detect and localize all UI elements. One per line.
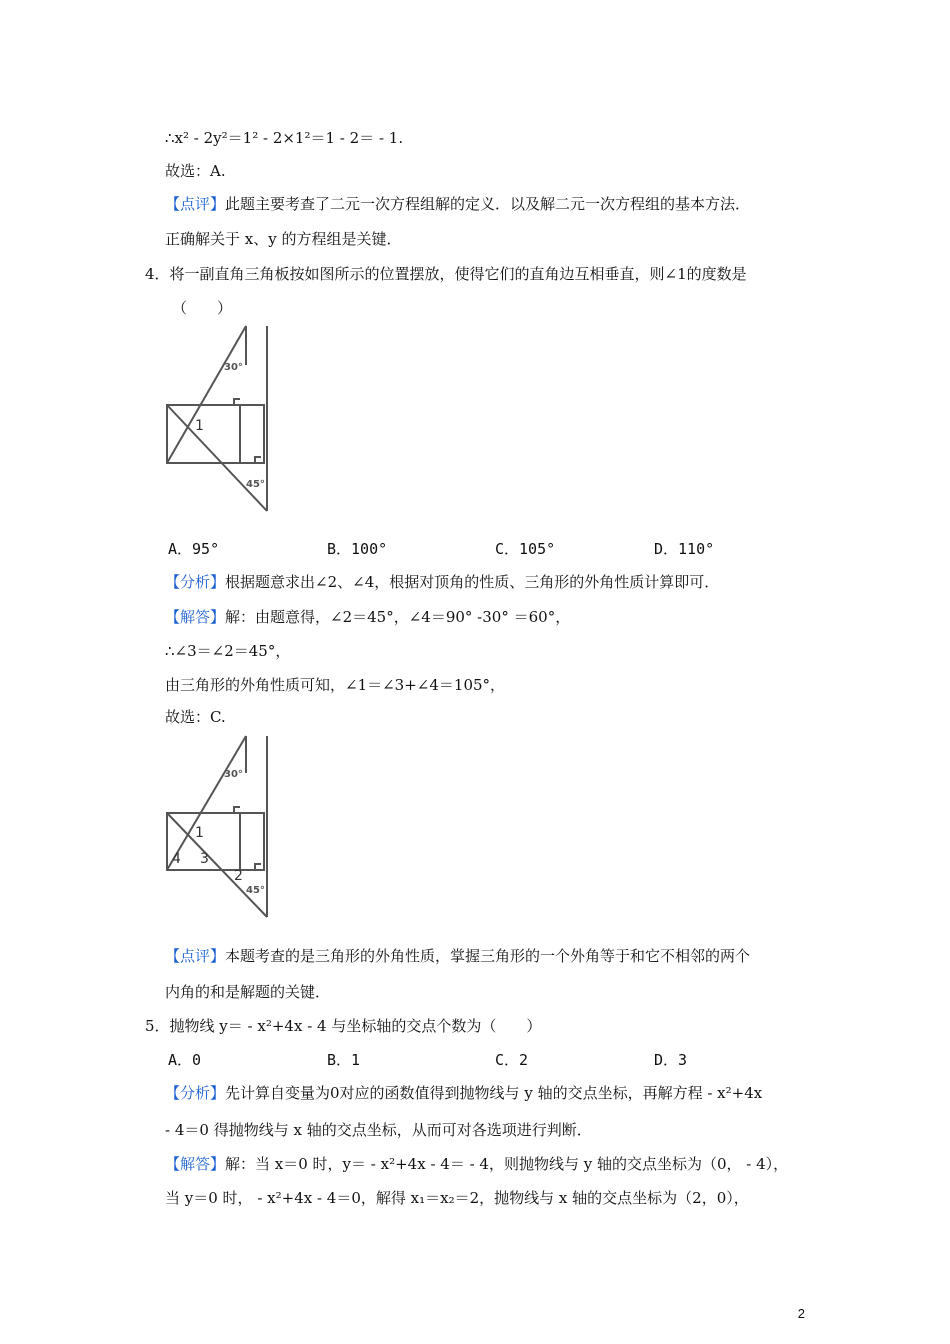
- comment-tag: 【点评】: [165, 195, 226, 213]
- angle-30-label: 30°: [224, 769, 243, 780]
- option-b: B．100°: [327, 540, 388, 558]
- angle-2-label: 2: [234, 868, 243, 884]
- text-line: 正确解关于 x、y 的方程组是关键．: [165, 230, 402, 248]
- option-c: C．2: [495, 1051, 529, 1069]
- answer-line: [165, 1154, 788, 1174]
- text-line: 由三角形的外角性质可知，∠1＝∠3+∠4＝105°，: [165, 676, 506, 694]
- question-5: 5．抛物线 y＝ ‑ x²+4x ‑ 4 与坐标轴的交点个数为（ ）: [145, 1017, 542, 1035]
- question-4-blank: （ ）: [172, 299, 233, 317]
- answer-text: 解：由题意得，∠2＝45°，∠4＝90° ‑30° ＝60°，: [225, 608, 571, 626]
- text-line: ‑ 4＝0 得抛物线与 x 轴的交点坐标，从而可对各选项进行判断．: [165, 1121, 592, 1139]
- analysis-text: 先计算自变量为0对应的函数值得到抛物线与 y 轴的交点坐标，再解方程 ‑ x²+4x: [225, 1084, 763, 1102]
- option-a: A．0: [168, 1051, 202, 1069]
- page-number: 2: [797, 1306, 805, 1321]
- answer-line: [165, 607, 570, 627]
- angle-4-label: 4: [172, 851, 181, 867]
- comment-line: [165, 946, 750, 966]
- angle-1-label: 1: [195, 418, 204, 434]
- text-line: ∴x² ‑ 2y²＝1² ‑ 2×1²＝1 ‑ 2＝ ‑ 1.: [165, 129, 404, 147]
- angle-45-label: 45°: [246, 479, 265, 490]
- text-line: 内角的和是解题的关键．: [165, 983, 331, 1001]
- analysis-text: 根据题意求出∠2、∠4，根据对顶角的性质、三角形的外角性质计算即可．: [225, 573, 720, 591]
- option-a: A．95°: [168, 540, 220, 558]
- option-d: D．3: [654, 1051, 688, 1069]
- answer-tag: 【解答】: [165, 1155, 226, 1173]
- comment-text: 本题考查的是三角形的外角性质，掌握三角形的一个外角等于和它不相邻的两个: [225, 947, 751, 965]
- figure-1: [162, 323, 272, 515]
- angle-3-label: 3: [200, 851, 209, 867]
- analysis-tag: 【分析】: [165, 573, 226, 591]
- angle-1-label: 1: [195, 825, 204, 841]
- question-4: 4．将一副直角三角板按如图所示的位置摆放，使得它们的直角边互相垂直，则∠1的度数是: [145, 265, 747, 283]
- option-d: D．110°: [654, 540, 715, 558]
- text-line: 故选：C.: [165, 708, 226, 726]
- text-line: ∴∠3＝∠2＝45°，: [165, 642, 291, 660]
- comment-tag: 【点评】: [165, 947, 226, 965]
- angle-45-label: 45°: [246, 885, 265, 896]
- analysis-line: [165, 1083, 762, 1103]
- analysis-line: [165, 572, 719, 592]
- angle-30-label: 30°: [224, 362, 243, 373]
- option-b: B．1: [327, 1051, 361, 1069]
- answer-text: 解：当 x＝0 时，y＝ ‑ x²+4x ‑ 4＝ ‑ 4，则抛物线与 y 轴的交点坐标为（0， ‑ 4），: [225, 1155, 789, 1173]
- analysis-tag: 【分析】: [165, 1084, 226, 1102]
- text-line: 故选：A.: [165, 162, 226, 180]
- comment-line: [165, 194, 750, 214]
- option-c: C．105°: [495, 540, 556, 558]
- comment-text: 此题主要考查了二元一次方程组解的定义．以及解二元一次方程组的基本方法．: [225, 195, 751, 213]
- figure-2: [162, 733, 272, 925]
- answer-tag: 【解答】: [165, 608, 226, 626]
- text-line: 当 y＝0 时， ‑ x²+4x ‑ 4＝0，解得 x₁＝x₂＝2，抛物线与 x 轴的交点坐标为（2，0），: [165, 1189, 749, 1207]
